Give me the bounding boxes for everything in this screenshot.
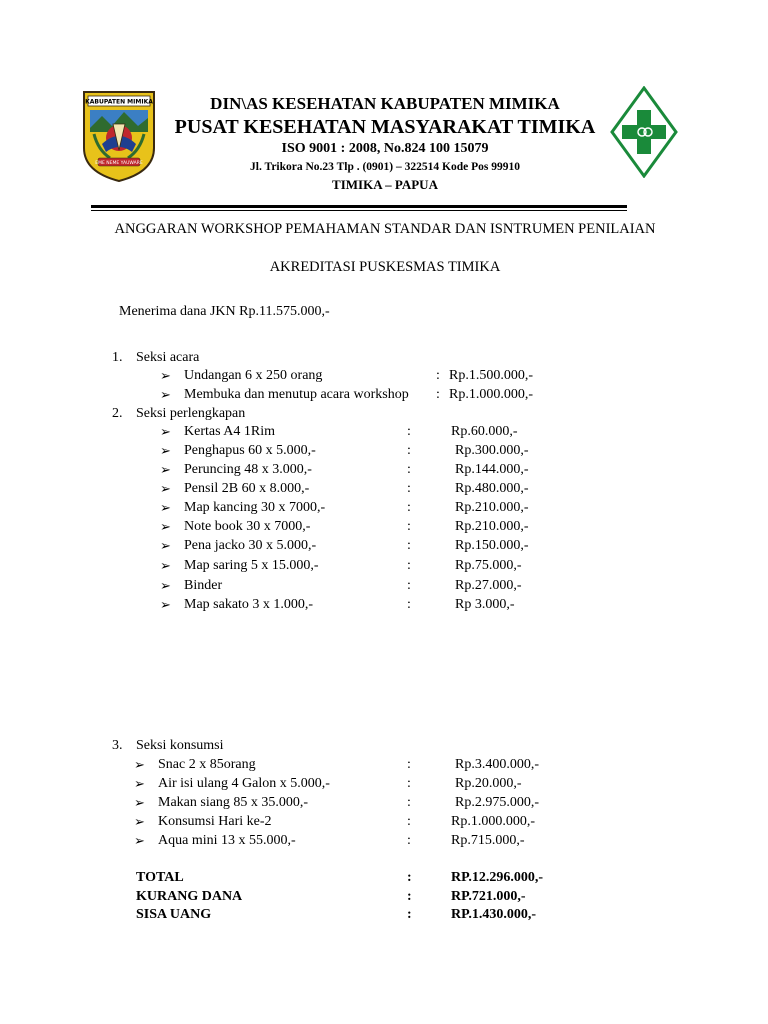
section-number: 2. xyxy=(112,406,123,421)
agency-name: DIN\AS KESEHATAN KABUPATEN MIMIKA xyxy=(210,94,560,113)
svg-text:EME NEME YAUWARE: EME NEME YAUWARE xyxy=(95,161,143,166)
arrow-bullet-icon: ➢ xyxy=(160,520,171,535)
section-number: 3. xyxy=(112,738,123,753)
document-title-line2: AKREDITASI PUSKESMAS TIMIKA xyxy=(269,259,501,275)
kabupaten-mimika-crest xyxy=(80,88,158,184)
arrow-bullet-icon: ➢ xyxy=(134,796,145,811)
section-title: Seksi konsumsi xyxy=(136,738,224,753)
section-title: Seksi acara xyxy=(136,350,200,365)
puskesmas-logo xyxy=(610,86,678,178)
address: Jl. Trikora No.23 Tlp . (0901) – 322514 Kode Pos 99910 xyxy=(250,161,520,173)
city: TIMIKA – PAPUA xyxy=(332,177,438,192)
arrow-bullet-icon: ➢ xyxy=(134,758,145,773)
section-title: Seksi perlengkapan xyxy=(136,406,246,421)
document-title-line1: ANGGARAN WORKSHOP PEMAHAMAN STANDAR DAN ISNTRUMEN PENILAIAN xyxy=(114,221,656,237)
puskesmas-name: PUSAT KESEHATAN MASYARAKAT TIMIKA xyxy=(174,116,596,138)
intro-text: Menerima dana JKN Rp.11.575.000,- xyxy=(119,304,330,319)
arrow-bullet-icon: ➢ xyxy=(160,482,171,497)
arrow-bullet-icon: ➢ xyxy=(160,369,171,384)
arrow-bullet-icon: ➢ xyxy=(134,815,145,830)
letterhead-rule-thin xyxy=(91,210,627,211)
arrow-bullet-icon: ➢ xyxy=(160,463,171,478)
svg-text:KABUPATEN MIMIKA: KABUPATEN MIMIKA xyxy=(85,98,153,106)
arrow-bullet-icon: ➢ xyxy=(160,559,171,574)
iso-number: ISO 9001 : 2008, No.824 100 15079 xyxy=(281,141,489,156)
arrow-bullet-icon: ➢ xyxy=(160,388,171,403)
arrow-bullet-icon: ➢ xyxy=(134,834,145,849)
arrow-bullet-icon: ➢ xyxy=(160,598,171,613)
arrow-bullet-icon: ➢ xyxy=(160,425,171,440)
arrow-bullet-icon: ➢ xyxy=(134,777,145,792)
letterhead-rule-thick xyxy=(91,205,627,208)
section-number: 1. xyxy=(112,350,123,365)
arrow-bullet-icon: ➢ xyxy=(160,579,171,594)
arrow-bullet-icon: ➢ xyxy=(160,444,171,459)
arrow-bullet-icon: ➢ xyxy=(160,501,171,516)
arrow-bullet-icon: ➢ xyxy=(160,539,171,554)
